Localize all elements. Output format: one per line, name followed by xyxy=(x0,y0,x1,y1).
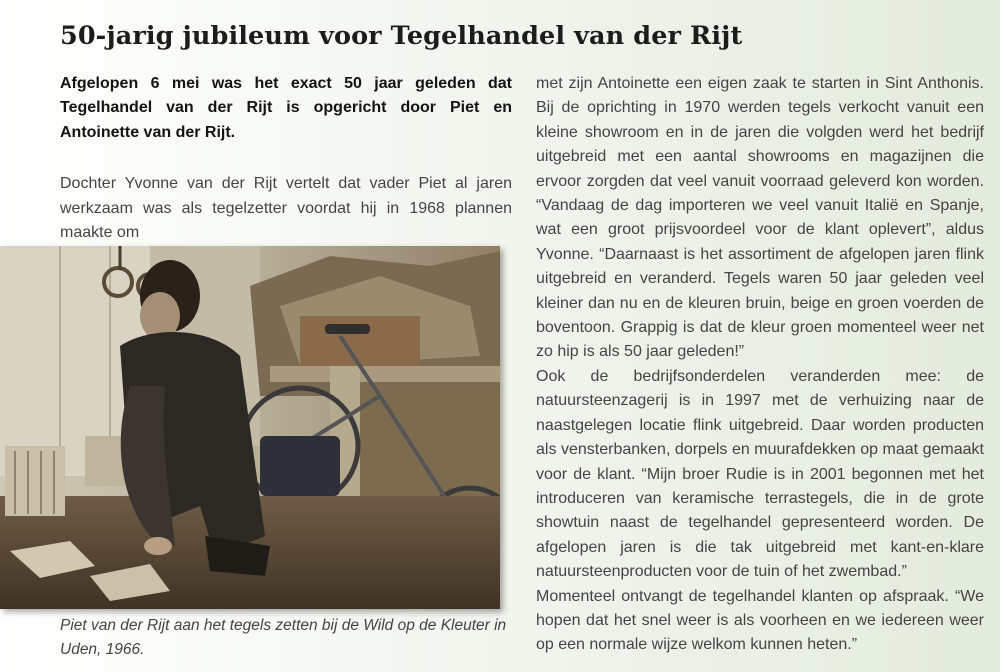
body-paragraph: Momenteel ontvangt de tegelhandel klanten op afspraak. “We hopen dat het snel weer is als voorheen en we iedereen weer op een normale wijze welkom kunnen heten.” xyxy=(536,587,984,654)
photo-caption: Piet van der Rijt aan het tegels zetten bij de Wild op de Kleuter in Uden, 1966. xyxy=(60,617,507,658)
left-column xyxy=(60,72,512,245)
workshop-photo-illustration xyxy=(0,246,500,609)
right-column xyxy=(536,72,984,658)
intro-paragraph: Dochter Yvonne van der Rijt vertelt dat vader Piet al jaren werkzaam was als tegelzetter voordat hij in 1968 plannen maakte om xyxy=(60,175,512,242)
page-title: 50-jarig jubileum voor Tegelhandel van der Rijt xyxy=(60,21,743,51)
body-paragraph: Ook de bedrijfsonderdelen veranderden mee: de natuursteenzagerij is in 1997 met de verhuizing naar de naastgelegen locatie flink uitgebreid. Daar worden producten als vensterbanken, dorpels en muurafdekken op maat gemaakt voor de klant. “Mijn broer Rudie is in 2001 begonnen met het introduceren van keramische terrastegels, die in de grote showtuin naast de tegelhandel gepresenteerd worden. De afgelopen jaren is die tak uitgebreid met kant-en-klare natuursteenproducten voor de tuin of het zwembad.” xyxy=(536,367,984,581)
body-paragraph: met zijn Antoinette een eigen zaak te starten in Sint Anthonis. Bij de oprichting in 1970 werden tegels verkocht vanuit een kleine showroom en in de jaren die volgden werd het bedrijf uitgebreid met een aantal showrooms en magazijnen die ervoor zorgden dat veel vanuit voorraad geleverd kon worden. “Vandaag de dag importeren we veel vanuit Italië en Spanje, wat een groot prijsvoordeel voor de klant oplevert”, aldus Yvonne. “Daarnaast is het assortiment de afgelopen jaren flink uitgebreid en veranderd. Tegels waren 50 jaar geleden veel kleiner dan nu en de kleuren bruin, beige en groen voerden de boventoon. Grappig is dat de kleur groen momenteel weer net zo hip is als 50 jaar geleden!” xyxy=(536,75,984,361)
lead-paragraph: Afgelopen 6 mei was het exact 50 jaar geleden dat Tegelhandel van der Rijt is opgericht door Piet en Antoinette van der Rijt. xyxy=(60,75,512,141)
historic-photo xyxy=(0,246,500,609)
